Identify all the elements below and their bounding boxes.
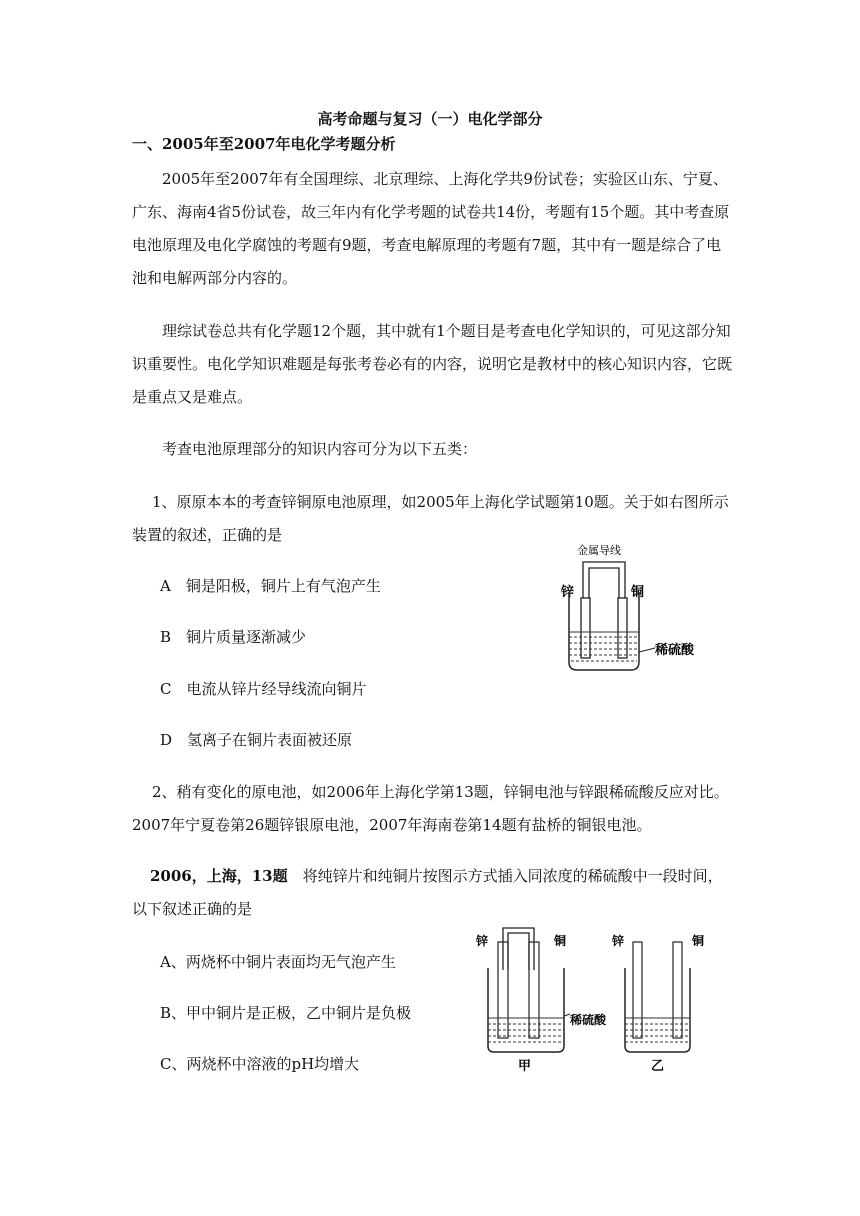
paragraph-1: 2005年至2007年有全国理综、北京理综、上海化学共9份试卷；实验区山东、宁夏、广东、海南4省5份试卷，故三年内有化学考题的试卷共14份，考题有15个题。其中考查原电池原理及电化学腐蚀的考题有9题，考查电解原理的考题有7题，其中有一题是综合了电池和电解两部分内容的。 — [132, 170, 730, 287]
question-1-option-b: B 铜片质量逐渐减少 — [160, 628, 307, 646]
solution-label: 稀硫酸 — [655, 643, 695, 658]
question-2-source — [132, 860, 732, 926]
zinc-label: 锌 — [561, 585, 575, 600]
question-2-stem: 2、稍有变化的原电池，如2006年上海化学第13题，锌铜电池与锌跟稀硫酸反应对比。2007年宁夏卷第26题锌银原电池，2007年海南卷第14题有盐桥的铜银电池。 — [132, 783, 729, 834]
two-beakers-figure — [470, 920, 720, 1080]
beaker-b-zinc-label: 锌 — [612, 934, 625, 948]
question-2-source-label: 2006，上海，13题 — [150, 867, 288, 885]
galvanic-cell-figure — [555, 540, 705, 680]
copper-label: 铜 — [631, 585, 645, 600]
wire-label: 金属导线 — [577, 544, 621, 557]
page-title: 高考命题与复习（一）电化学部分 — [317, 110, 543, 128]
question-2-option-a: A、两烧杯中铜片表面均无气泡产生 — [160, 953, 396, 971]
question-1-option-a: A 铜是阳极，铜片上有气泡产生 — [160, 577, 381, 595]
question-2-option-b: B、甲中铜片是正极，乙中铜片是负极 — [160, 1004, 412, 1022]
paragraph-2: 理综试卷总共有化学题12个题，其中就有1个题目是考查电化学知识的，可见这部分知识重要性。电化学知识难题是每张考卷必有的内容，说明它是教材中的核心知识内容，它既是重点又是难点。 — [132, 322, 733, 406]
question-2-source-text: 将纯锌片和纯铜片按图示方式插入同浓度的稀硫酸中一段时间，以下叙述正确的是 — [132, 867, 723, 918]
beaker-a-label: 甲 — [518, 1059, 532, 1074]
beaker-a-zinc-label: 锌 — [476, 934, 489, 948]
beaker-b-label: 乙 — [651, 1059, 665, 1074]
question-1-stem: 1、原原本本的考查锌铜原电池原理，如2005年上海化学试题第10题。关于如右图所示装置的叙述，正确的是 — [132, 493, 729, 544]
beaker-a-copper-label: 铜 — [554, 934, 567, 948]
question-1-option-c: C 电流从锌片经导线流向铜片 — [160, 680, 367, 698]
solution-label-2: 稀硫酸 — [570, 1013, 607, 1027]
beaker-b-copper-label: 铜 — [692, 934, 705, 948]
paragraph-3: 考查电池原理部分的知识内容可分为以下五类： — [162, 440, 478, 458]
section-heading: 一、2005年至2007年电化学考题分析 — [132, 135, 396, 153]
question-1-option-d: D 氢离子在铜片表面被还原 — [160, 731, 353, 749]
question-2-option-c: C、两烧杯中溶液的pH均增大 — [160, 1055, 360, 1073]
